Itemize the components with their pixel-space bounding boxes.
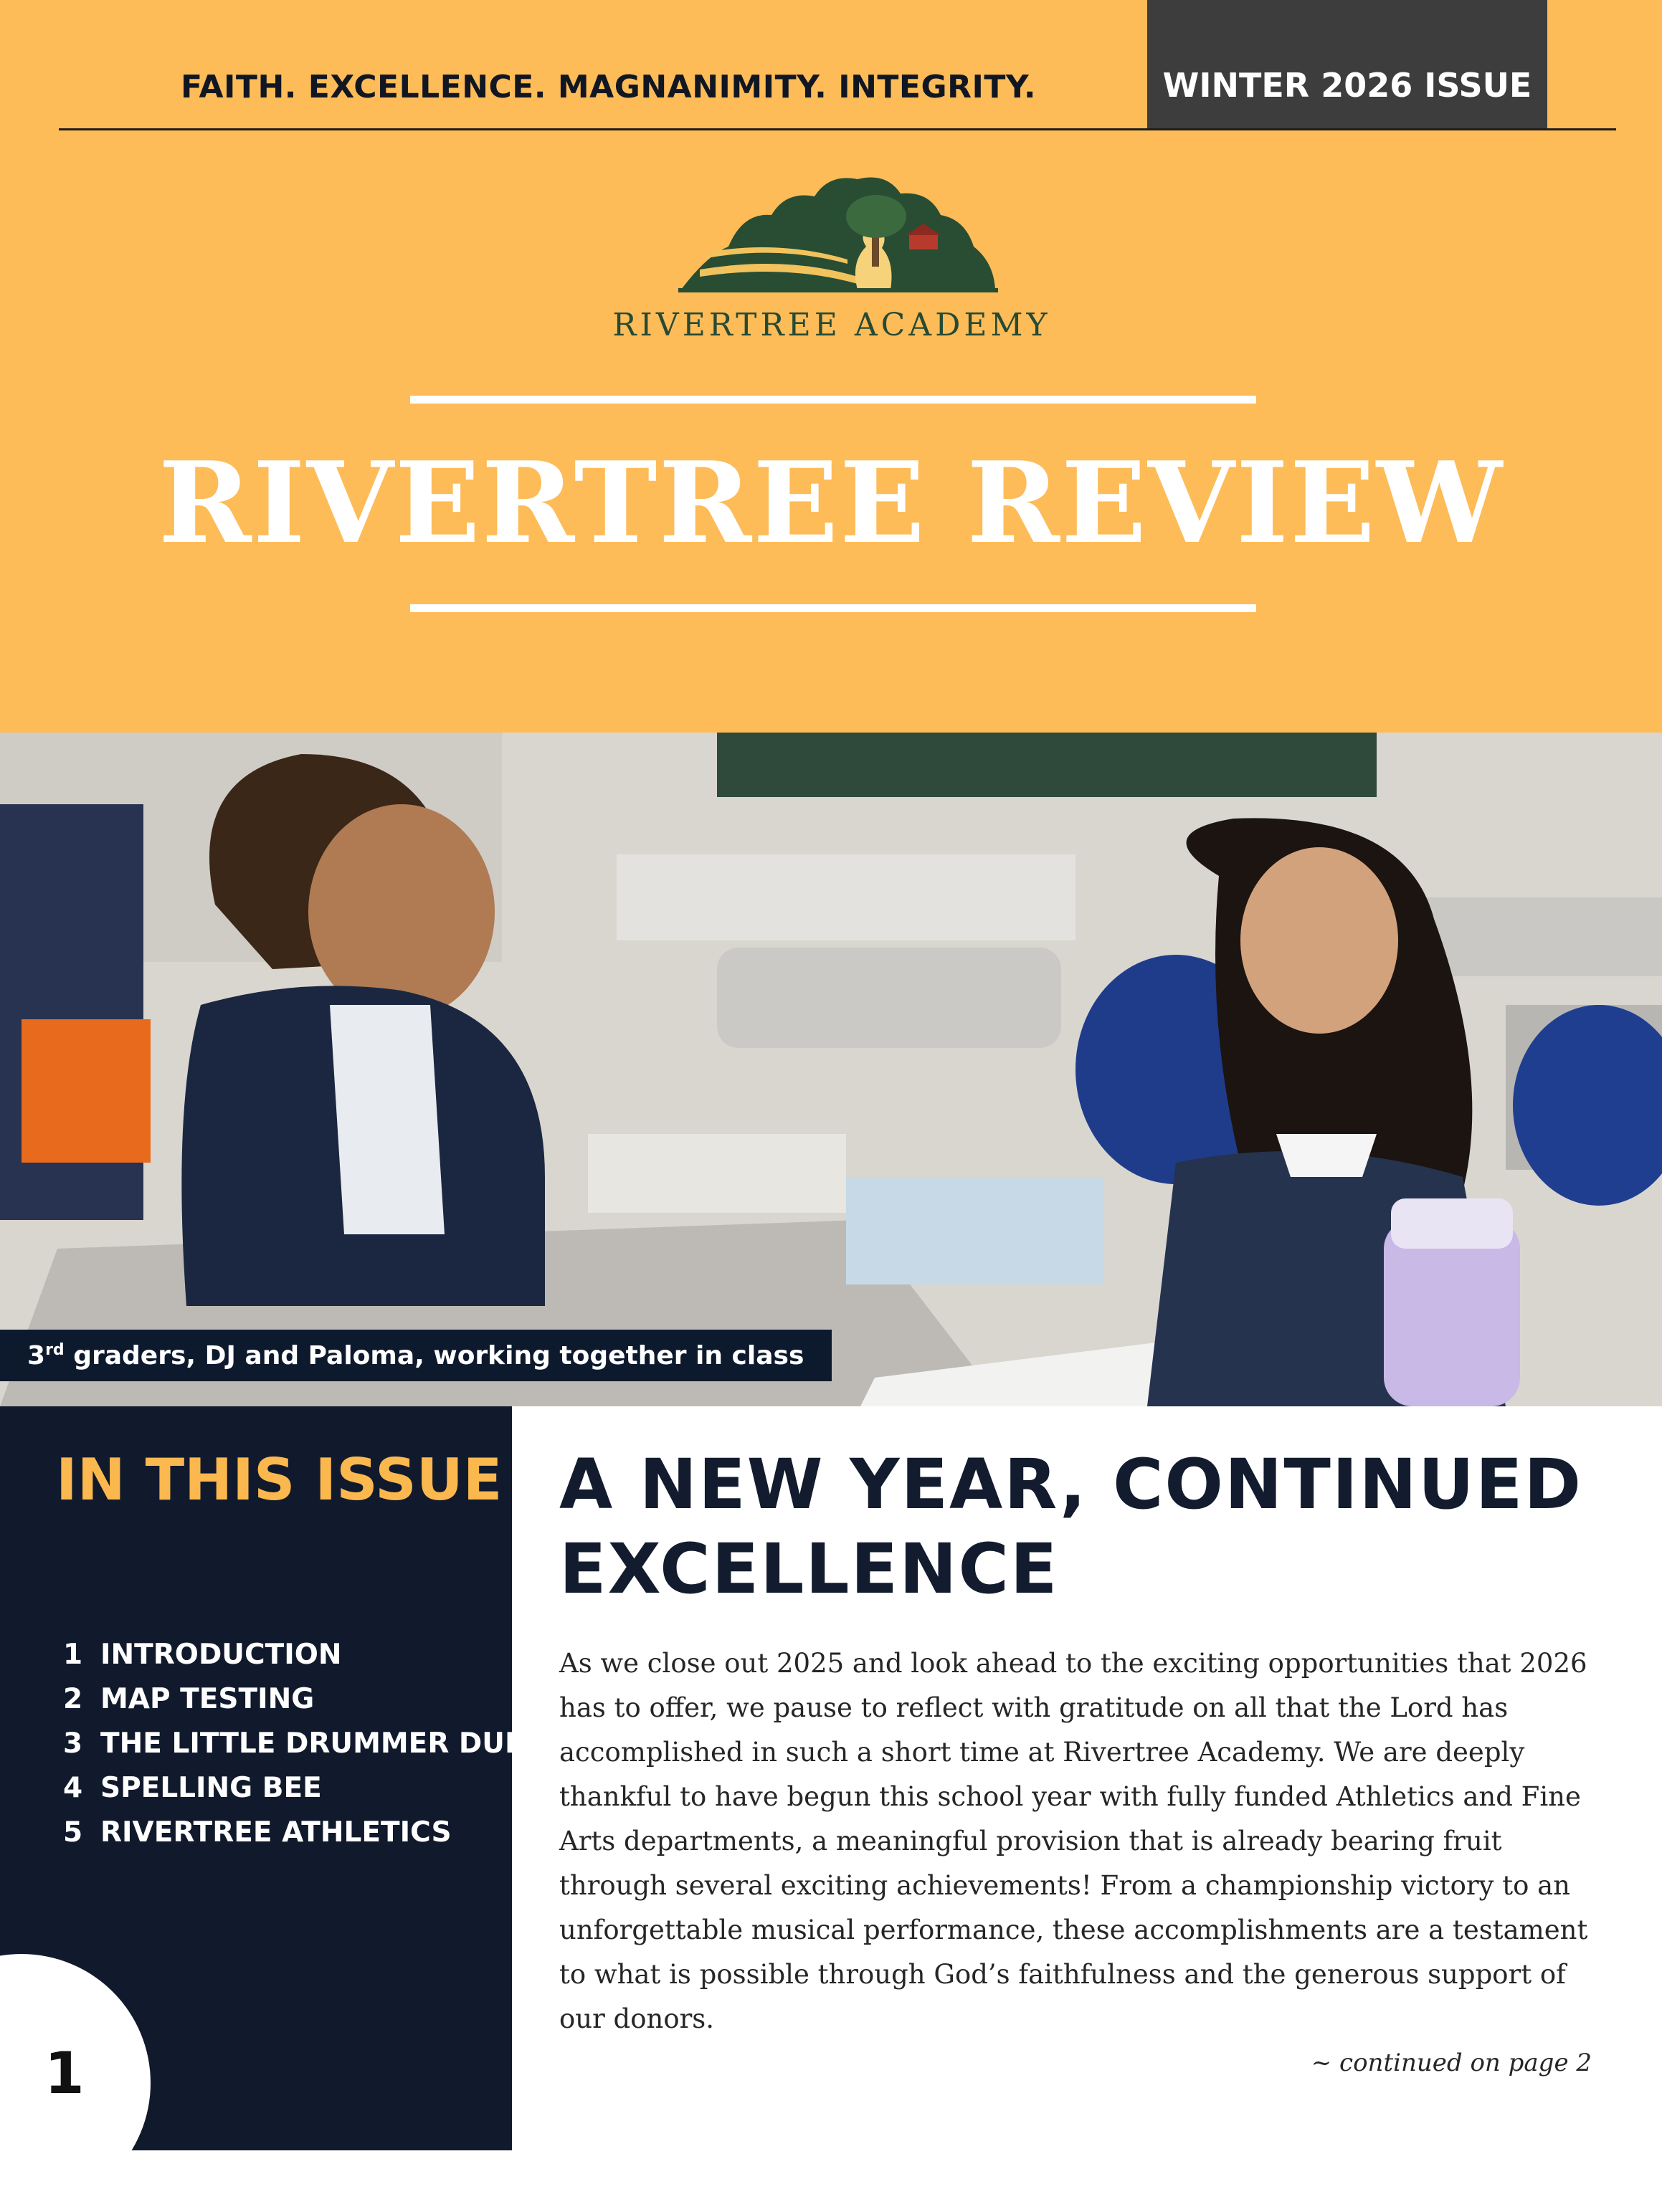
article-title-line: EXCELLENCE (559, 1529, 1059, 1609)
body-line: unforgettable musical performance, these accomplishments are a testament (559, 1915, 1588, 1945)
body-line: As we close out 2025 and look ahead to the exciting opportunities that 2026 (559, 1648, 1587, 1679)
toc-item (63, 1772, 547, 1816)
article-title-line: A NEW YEAR, CONTINUED (559, 1444, 1583, 1525)
caption-ordinal: 3 (27, 1341, 46, 1370)
body-line: has to offer, we pause to reflect with gratitude on all that the Lord has (559, 1692, 1509, 1723)
body-line: through several exciting achievements! From a championship victory to an (559, 1870, 1570, 1901)
continued-note: ~ continued on page 2 (1311, 2049, 1592, 2077)
toc-item (63, 1639, 547, 1683)
newsletter-title: RIVERTREE REVIEW (158, 437, 1504, 568)
title-rule-top (410, 396, 1256, 404)
article-title (559, 1442, 1635, 1611)
toc-label: THE LITTLE DRUMMER DUDE (100, 1727, 547, 1760)
body-line: accomplished in such a short time at Rivertree Academy. We are deeply (559, 1737, 1525, 1768)
toc-number: 3 (63, 1727, 83, 1760)
school-logo (678, 169, 998, 295)
toc-label: MAP TESTING (100, 1683, 315, 1715)
toc-label: INTRODUCTION (100, 1639, 342, 1671)
school-name: RIVERTREE ACADEMY (612, 307, 1051, 343)
photo-caption (0, 1330, 832, 1381)
body-line: to what is possible through God’s faithfulness and the generous support of (559, 1959, 1566, 1990)
header-divider (59, 128, 1616, 130)
school-motto: FAITH. EXCELLENCE. MAGNANIMITY. INTEGRITY. (181, 69, 1037, 105)
caption-suffix: rd (45, 1341, 65, 1359)
toc-label: SPELLING BEE (100, 1772, 322, 1804)
body-line: our donors. (559, 2003, 715, 2034)
toc-number: 5 (63, 1816, 83, 1849)
toc-item (63, 1816, 547, 1861)
toc-item (63, 1727, 547, 1772)
body-line: thankful to have begun this school year with fully funded Athletics and Fine (559, 1781, 1581, 1812)
in-this-issue-title: IN THIS ISSUE (56, 1446, 503, 1513)
issue-label: WINTER 2026 ISSUE (1162, 66, 1532, 105)
header-banner (0, 0, 1662, 733)
toc-number: 2 (63, 1683, 83, 1715)
page-number: 1 (44, 2040, 85, 2107)
caption-text: graders, DJ and Paloma, working together in class (64, 1341, 804, 1370)
toc-number: 4 (63, 1772, 83, 1804)
toc-number: 1 (63, 1639, 83, 1671)
title-rule-bottom (410, 604, 1256, 612)
issue-badge (1147, 0, 1547, 129)
classroom-photo (0, 733, 1662, 1406)
table-of-contents (63, 1639, 547, 1861)
article-body (559, 1641, 1606, 2041)
body-line: Arts departments, a meaningful provision that is already bearing fruit (559, 1826, 1502, 1856)
toc-label: RIVERTREE ATHLETICS (100, 1816, 452, 1849)
toc-item (63, 1683, 547, 1727)
